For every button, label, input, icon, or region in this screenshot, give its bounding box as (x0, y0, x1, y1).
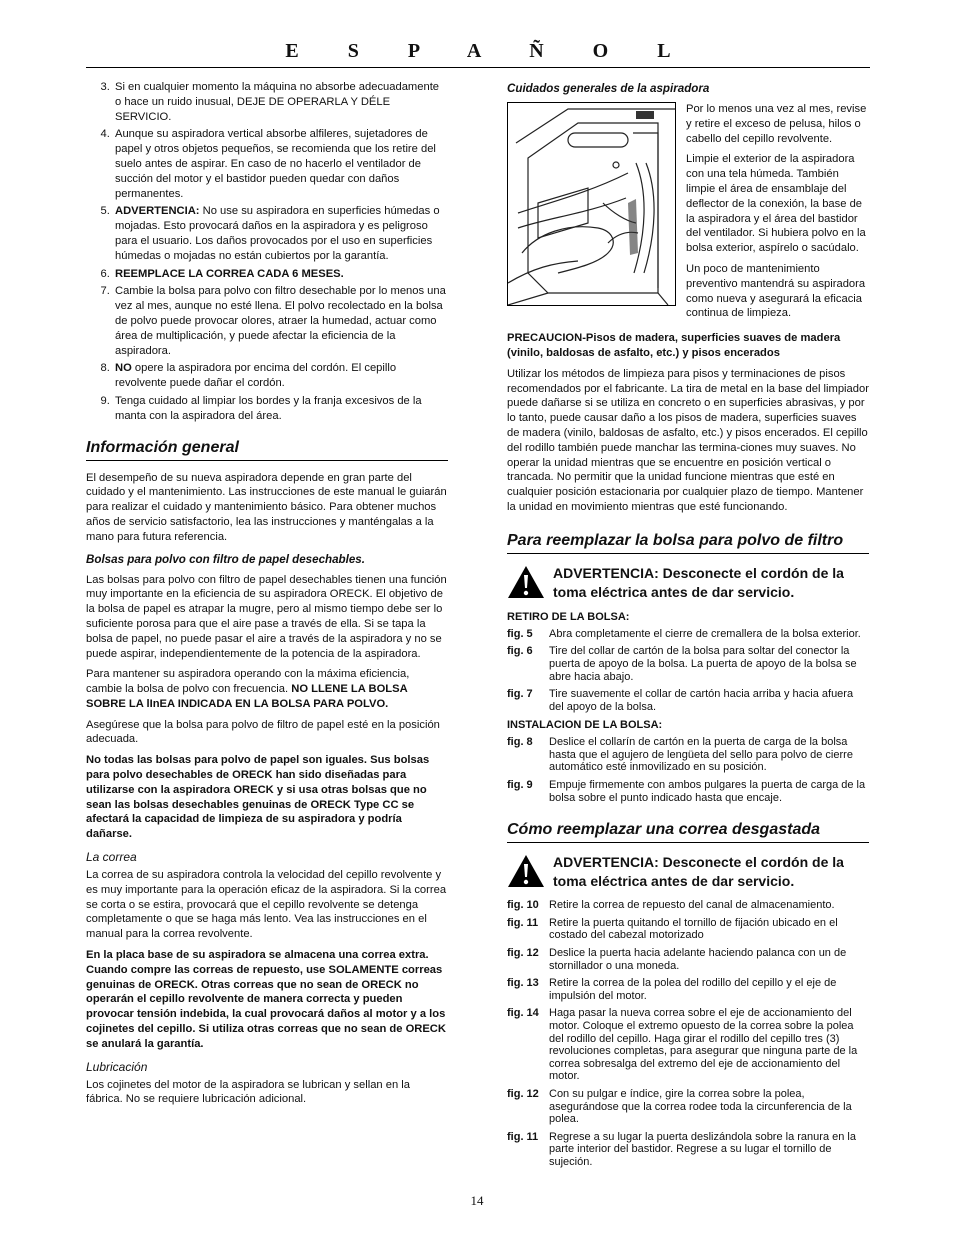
fig-label: fig. 11 (507, 916, 539, 929)
care-paragraph-1: Por lo menos una vez al mes, revise y retire el exceso de pelusa, hilos o cabello del cepillo revolvente. (686, 103, 867, 145)
caution-paragraph: Utilizar los métodos de limpieza para pisos y terminaciones de pisos recomendados por el fabricante. La tira de metal en la base del limpiador puede dañarse si se utiliza en concreto o en superficies abrasivas, y por lo tanto, puede causar daño a los pisos de madera, superficies suaves de madera (vinilo, baldosas de asfalto, etc.) y pisos encerados. El cepillo del rodillo también puede manchar las termina-ciones muy suaves. No operar la unidad mientras que se encuentre en posición vertical o trancada. No permitir que la unidad funcione mientras que esté en cualquier posición estacionaria por cualquier plazo de tiempo. Mantener la unidad en movimiento mientras que esté funcionando. (507, 367, 869, 513)
fig-step (507, 1131, 869, 1169)
fig-text: Haga pasar la nueva correa sobre el eje de accionamiento del motor. Coloque el extremo opuesto de la correa sobre la polea del rodillo del cepillo. Haga girar el rodillo del cepillo tres (3) revoluciones completas, para asegurar que ninguna parte de la correa sobresalga del extremo del eje de accionamiento del motor. (549, 1007, 858, 1083)
care-paragraph-2: Limpie el exterior de la aspiradora con una tela húmeda. También limpie el área de ensamblaje del deflector de la conexión, la base de la aspiradora y el área del bastidor del ventilador. Si hubiera polvo en la bolsa exterior, aspírelo o sacúdalo. (686, 153, 866, 255)
safety-list-item: 7. Cambie la bolsa para polvo con filtro desechable por lo menos una vez al mes, aunque no esté llena. El polvo recolectado en la bolsa de polvo puede provocar olores, atraer la humedad, actuar como área de multiplicación, y puede afectar la eficiencia de la aspiradora. (113, 284, 448, 358)
fig-label: fig. 10 (507, 899, 539, 912)
fig-step (507, 947, 869, 972)
replace-bag-heading: Para reemplazar la bolsa para polvo de filtro (507, 531, 869, 554)
warning-block-2 (507, 853, 869, 891)
fig-step (507, 977, 869, 1002)
bags-paragraph-1: Las bolsas para polvo con filtro de papel desechables tienen una función muy importante en la eficiencia de su aspiradora ORECK. El objetivo de la bolsa de papel es atrapar la mugre, pero al mismo tiempo debe ser lo suficiente porosa para que el aire pase a través de ella. Si se tapa la bolsa de papel, no puede pasar el aire a través de la aspiradora y no se puede aspirar, independientemente de la potencia de la aspiradora. (86, 573, 447, 660)
fig-text: Tire del collar de cartón de la bolsa para soltar del conector la puerta de apoyo de la bolsa. La puerta de apoyo de la bolsa se abre hacia abajo. (549, 645, 857, 683)
lubrication-paragraph: Los cojinetes del motor de la aspiradora se lubrican y sellan en la fábrica. No se requiere lubricación adicional. (86, 1078, 411, 1106)
vacuum-cleaning-illustration (507, 102, 676, 306)
fig-step (507, 688, 869, 713)
belt-paragraph-2: En la placa base de su aspiradora se almacena una correa extra. Cuando compre las correas de repuesto, use SOLAMENTE correas genuinas de ORECK. Otras correas que no sean de ORECK no operarán el cepillo revolvente de manera correcta y pueden provocar tensión indebida, la cual provocará daños al motor y a los cojinetes del cepillo. Si utiliza otras correas que no sean de ORECK se anulará la garantía. (86, 949, 446, 1050)
fig-label: fig. 8 (507, 736, 533, 749)
fig-label: fig. 12 (507, 1087, 539, 1100)
right-column (507, 80, 869, 1174)
care-section (507, 102, 869, 327)
fig-step (507, 779, 869, 804)
care-text (686, 102, 869, 327)
warning-triangle-icon (507, 854, 545, 888)
warning-text: ADVERTENCIA: Desconecte el cordón de la toma eléctrica antes de dar servicio. (553, 564, 844, 600)
fig-text: Abra completamente el cierre de cremallera de la bolsa exterior. (549, 627, 861, 640)
removal-steps (507, 628, 869, 714)
removal-heading: RETIRO DE LA BOLSA: (507, 610, 630, 623)
safety-list-item: 8. NO opere la aspiradora por encima del cordón. El cepillo revolvente puede dañar el cordón. (113, 361, 448, 391)
fig-text: Retire la puerta quitando el tornillo de fijación ubicado en el costado del cabezal motorizado (549, 916, 838, 942)
install-steps (507, 736, 869, 804)
warning-triangle-icon (507, 565, 545, 599)
vacuum-brush-illustration-icon (508, 103, 675, 305)
language-title: E S P A Ñ O L (285, 40, 693, 62)
bags-paragraph-4: No todas las bolsas para polvo de papel son iguales. Sus bolsas para polvo desechables de ORECK han sido diseñadas para utilizarse con la aspiradora ORECK y si usa otras bolsas que no sean las bolsas desechables genuinas de ORECK Type CC se afectará la capacidad de limpieza de su aspiradora y podría dañarse. (86, 754, 430, 841)
fig-text: Regrese a su lugar la puerta deslizándola sobre la ranura en la parte interior del bastidor. Regrese a su lugar el tornillo de sujeción. (549, 1130, 856, 1168)
fig-text: Deslice el collarín de cartón en la puerta de carga de la bolsa hasta que el agujero de lengüeta del sello para polvo de cierre automático esté inmovilizado en su posición. (549, 736, 853, 774)
safety-list-item: 4. Aunque su aspiradora vertical absorbe alfileres, sujetadores de papel y otros objetos pequeños, se recomienda que los retire del suelo antes de aspirar. En caso de no hacerlo el ventilador de succión del motor y el bastidor pueden quedar con daños permanentes. (113, 127, 448, 201)
fig-label: fig. 11 (507, 1130, 539, 1143)
safety-list-item: 3. Si en cualquier momento la máquina no absorbe adecuadamente o hace un ruido inusual, DEJE DE OPERARLA Y DÉLE SERVICIO. (113, 80, 448, 124)
safety-list (86, 80, 448, 424)
fig-step (507, 736, 869, 774)
fig-step (507, 917, 869, 942)
warning-text-2: ADVERTENCIA: Desconecte el cordón de la toma eléctrica antes de dar servicio. (553, 854, 844, 890)
safety-list-item: 6. REEMPLACE LA CORREA CADA 6 MESES. (113, 267, 448, 282)
fig-step (507, 628, 869, 641)
fig-label: fig. 14 (507, 1007, 539, 1020)
install-heading: INSTALACION DE LA BOLSA: (507, 719, 663, 732)
info-general-paragraph: El desempeño de su nueva aspiradora depende en gran parte del cuidado y el mantenimiento. Las instrucciones de este manual le guiarán para realizar el cuidado y mantenimiento básico. Para obtener muchos años de servicio satisfactorio, lea las instrucciones y manténgalas a la mano para futura referencia. (86, 471, 447, 543)
fig-label: fig. 6 (507, 645, 533, 658)
page-header (86, 40, 870, 68)
fig-label: fig. 9 (507, 779, 533, 792)
belt-heading: La correa (86, 850, 137, 865)
belt-paragraph-1: La correa de su aspiradora controla la velocidad del cepillo revolvente y es muy importante para la operación eficaz de la aspiradora. Si la correa se corta o se estira, provocará que el cepillo revolvente se detenga completamente o que se haga más lento. Vea las instrucciones en el manual para la correa revolvente. (86, 869, 447, 941)
caution-heading: PRECAUCION-Pisos de madera, superficies suaves de madera (vinilo, baldosas de asfalto, etc.) y pisos encerados (507, 332, 841, 359)
care-paragraph-3: Un poco de mantenimiento preventivo mantendrá su aspiradora como nueva y asegurará la eficacia continua de limpieza. (686, 262, 866, 320)
fig-text: Retire la correa de la polea del rodillo del cepillo y el eje de impulsión del motor. (549, 977, 837, 1002)
bags-paragraph-3: Asegúrese que la bolsa para polvo de filtro de papel esté en la posición adecuada. (86, 718, 440, 746)
fig-label: fig. 12 (507, 947, 539, 960)
replace-belt-heading: Cómo reemplazar una correa desgastada (507, 820, 869, 843)
fig-step (507, 899, 869, 912)
fig-label: fig. 7 (507, 688, 533, 701)
fig-text: Tire suavemente el collar de cartón hacia arriba y hacia afuera del apoyo de la bolsa. (549, 688, 854, 713)
safety-list-item: 9. Tenga cuidado al limpiar los bordes y la franja excesivos de la manta con la aspiradora del área. (113, 394, 448, 424)
fig-step (507, 1088, 869, 1126)
warning-block (507, 564, 869, 602)
fig-step (507, 645, 869, 683)
fig-text: Con su pulgar e índice, gire la correa sobre la polea, asegurándose que la correa rodee toda la circunferencia de la polea. (549, 1087, 852, 1126)
fig-label: fig. 5 (507, 627, 533, 640)
fig-step (507, 1007, 869, 1083)
page-number: 14 (470, 1193, 484, 1208)
belt-replacement-steps (507, 899, 869, 1168)
care-heading: Cuidados generales de la aspiradora (507, 82, 710, 95)
bags-paragraph-2: Para mantener su aspiradora operando con la máxima eficiencia, cambie la bolsa de polvo con frecuencia. NO LLENE LA BOLSA SOBRE LA lInEA INDICADA EN LA BOLSA PARA POLVO. (86, 668, 410, 710)
left-column (86, 80, 448, 1113)
fig-text: Empuje firmemente con ambos pulgares la puerta de carga de la bolsa sobre el punto indicado hasta que encaje. (549, 779, 866, 804)
fig-text: Retire la correa de repuesto del canal de almacenamiento. (549, 899, 835, 912)
fig-text: Deslice la puerta hacia adelante haciendo palanca con un de stornillador o una moneda. (549, 947, 847, 972)
fig-label: fig. 13 (507, 977, 539, 990)
bags-heading: Bolsas para polvo con filtro de papel desechables. (86, 552, 365, 566)
lubrication-heading: Lubricación (86, 1059, 148, 1074)
info-general-heading: Información general (86, 438, 448, 461)
safety-list-item: 5. ADVERTENCIA: No use su aspiradora en superficies húmedas o mojadas. Esto provocará daños en la aspiradora y es peligroso para el usuario. Los daños provocados por el uso en superficies húmedas o mojadas no están cubiertos por la garantía. (113, 204, 448, 263)
